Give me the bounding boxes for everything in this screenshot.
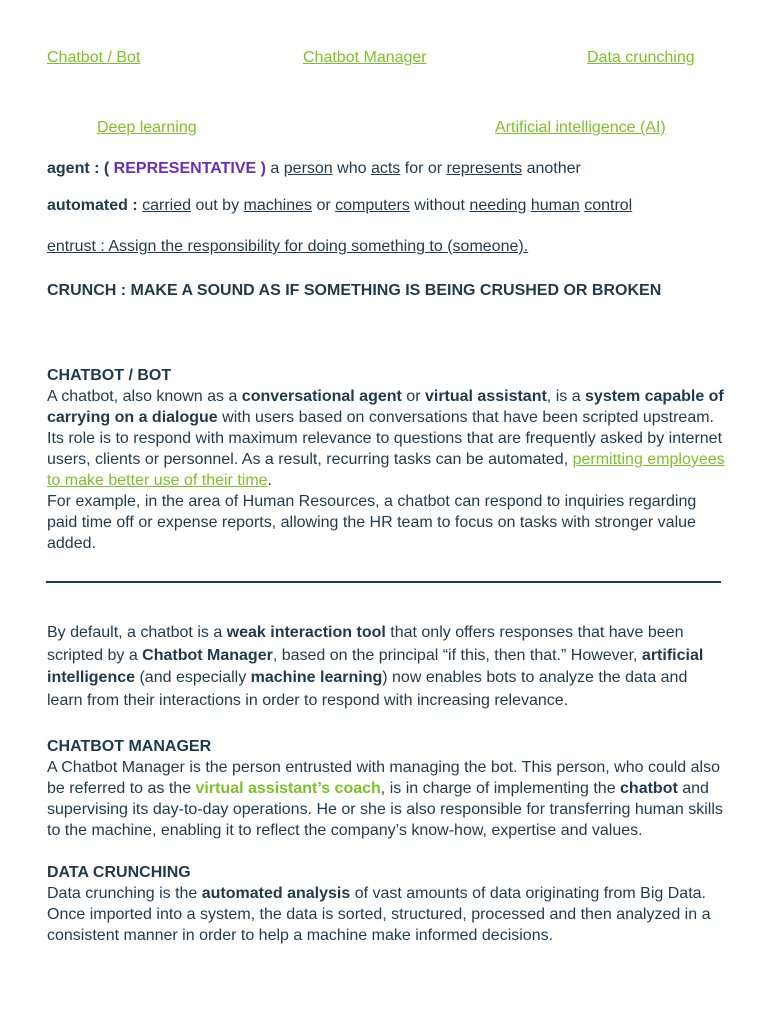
s2-bold-machine-learning: machine learning <box>250 669 383 686</box>
agent-text-who: who <box>332 160 371 177</box>
automated-text-without: without <box>409 197 470 214</box>
s4-bold-automated-analysis: automated analysis <box>201 885 351 902</box>
heading-chatbot-manager: CHATBOT MANAGER <box>47 738 212 755</box>
s1-bold-conversational-agent: conversational agent <box>241 388 402 405</box>
s4-text-c: of vast amounts of data originating from Big Data. Once imported into a system, the data is sorted, structured, processed and then analyzed in a consistent manner in order to help a machine make informed decisions. <box>47 885 711 944</box>
term-agent: agent <box>47 160 90 177</box>
section-chatbot-manager <box>47 736 727 841</box>
s1-text-h: . <box>267 472 272 489</box>
s2-bold-chatbot-manager: Chatbot Manager <box>142 646 273 664</box>
agent-colon: : ( <box>89 160 114 177</box>
word-machines: machines <box>243 197 312 214</box>
link-chatbot-bot[interactable]: Chatbot / Bot <box>47 49 141 66</box>
word-carried: carried <box>142 197 192 214</box>
word-person: person <box>283 160 333 177</box>
s1-text-c: or <box>401 388 425 405</box>
s1-bold-system-capable: system capable of carrying on a dialogue <box>47 388 724 426</box>
agent-text-a: a <box>265 160 284 177</box>
s2-bold-ai: artificial intelligence <box>47 646 704 686</box>
term-automated: automated : <box>47 197 138 214</box>
s1-text-g: with users based on conversations that have been scripted upstream. Its role is to respond with maximum relevance to questions that are frequently asked by internet users, clients or personnel. As a result, recurring tasks can be automated, <box>47 409 723 468</box>
automated-text-outby: out by <box>191 197 244 214</box>
s3-text-e: and supervising its day-to-day operations. He or she is also responsible for transferring human skills to the machine, enabling it to reflect the company’s know-how, expertise and values. <box>47 780 723 839</box>
section-data-crunching <box>47 862 727 946</box>
definition-agent <box>47 160 581 178</box>
link-data-crunching[interactable]: Data crunching <box>587 49 695 66</box>
agent-text-another: another <box>522 160 581 177</box>
section-chatbot-bot <box>47 365 727 554</box>
representative-label: REPRESENTATIVE ) <box>113 160 266 177</box>
paragraph-default-chatbot <box>47 622 727 712</box>
s2-text-g: (and especially <box>135 669 251 686</box>
s1-bold-virtual-assistant: virtual assistant <box>424 388 547 405</box>
s3-text-a: A Chatbot Manager is the person entrusted with managing the bot. This person, who could also be referred to as the <box>47 759 720 797</box>
s1-text-a: A chatbot, also known as a <box>47 388 242 405</box>
heading-data-crunching: DATA CRUNCHING <box>47 864 191 881</box>
word-control: control <box>584 197 633 214</box>
s2-text-c: that only offers responses that have been scripted by a <box>47 624 684 664</box>
s3-bold-chatbot: chatbot <box>620 780 678 797</box>
definition-crunch: CRUNCH : MAKE A SOUND AS IF SOMETHING IS BEING CRUSHED OR BROKEN <box>47 282 662 299</box>
paragraph-chatbot-manager <box>47 757 727 841</box>
definition-automated <box>47 197 632 215</box>
automated-text-or: or <box>312 197 336 214</box>
word-human: human <box>530 197 580 214</box>
s2-text-i: ) now enables bots to analyze the data and learn from their interactions in order to respond with increasing relevance. <box>47 669 688 709</box>
paragraph-chatbot-definition <box>47 386 727 491</box>
word-acts: acts <box>370 160 401 177</box>
agent-text-foror: for or <box>400 160 447 177</box>
s2-text-e: , based on the principal “if this, then that.” However, <box>272 646 642 664</box>
link-artificial-intelligence[interactable]: Artificial intelligence (AI) <box>495 119 666 136</box>
paragraph-data-crunching <box>47 883 727 946</box>
word-needing: needing <box>469 197 527 214</box>
heading-chatbot-bot: CHATBOT / BOT <box>47 367 172 384</box>
paragraph-chatbot-example: For example, in the area of Human Resources, a chatbot can respond to inquiries regarding paid time off or expense reports, allowing the HR team to focus on tasks with stronger value added. <box>47 493 697 552</box>
link-deep-learning[interactable]: Deep learning <box>97 119 197 136</box>
s3-virtual-assistant-coach: virtual assistant’s coach <box>195 780 381 797</box>
link-permitting-employees[interactable]: permitting employees to make better use of their time <box>47 451 725 489</box>
s4-text-a: Data crunching is the <box>47 885 202 902</box>
s1-text-e: , is a <box>546 388 586 405</box>
s3-text-c: , is in charge of implementing the <box>380 780 621 797</box>
word-represents: represents <box>446 160 523 177</box>
s2-text-a: By default, a chatbot is a <box>47 624 227 641</box>
horizontal-divider <box>46 581 721 583</box>
word-computers: computers <box>335 197 410 214</box>
link-chatbot-manager[interactable]: Chatbot Manager <box>303 49 427 66</box>
s2-bold-weak-tool: weak interaction tool <box>226 624 386 641</box>
definition-entrust: entrust : Assign the responsibility for doing something to (someone). <box>47 238 529 255</box>
